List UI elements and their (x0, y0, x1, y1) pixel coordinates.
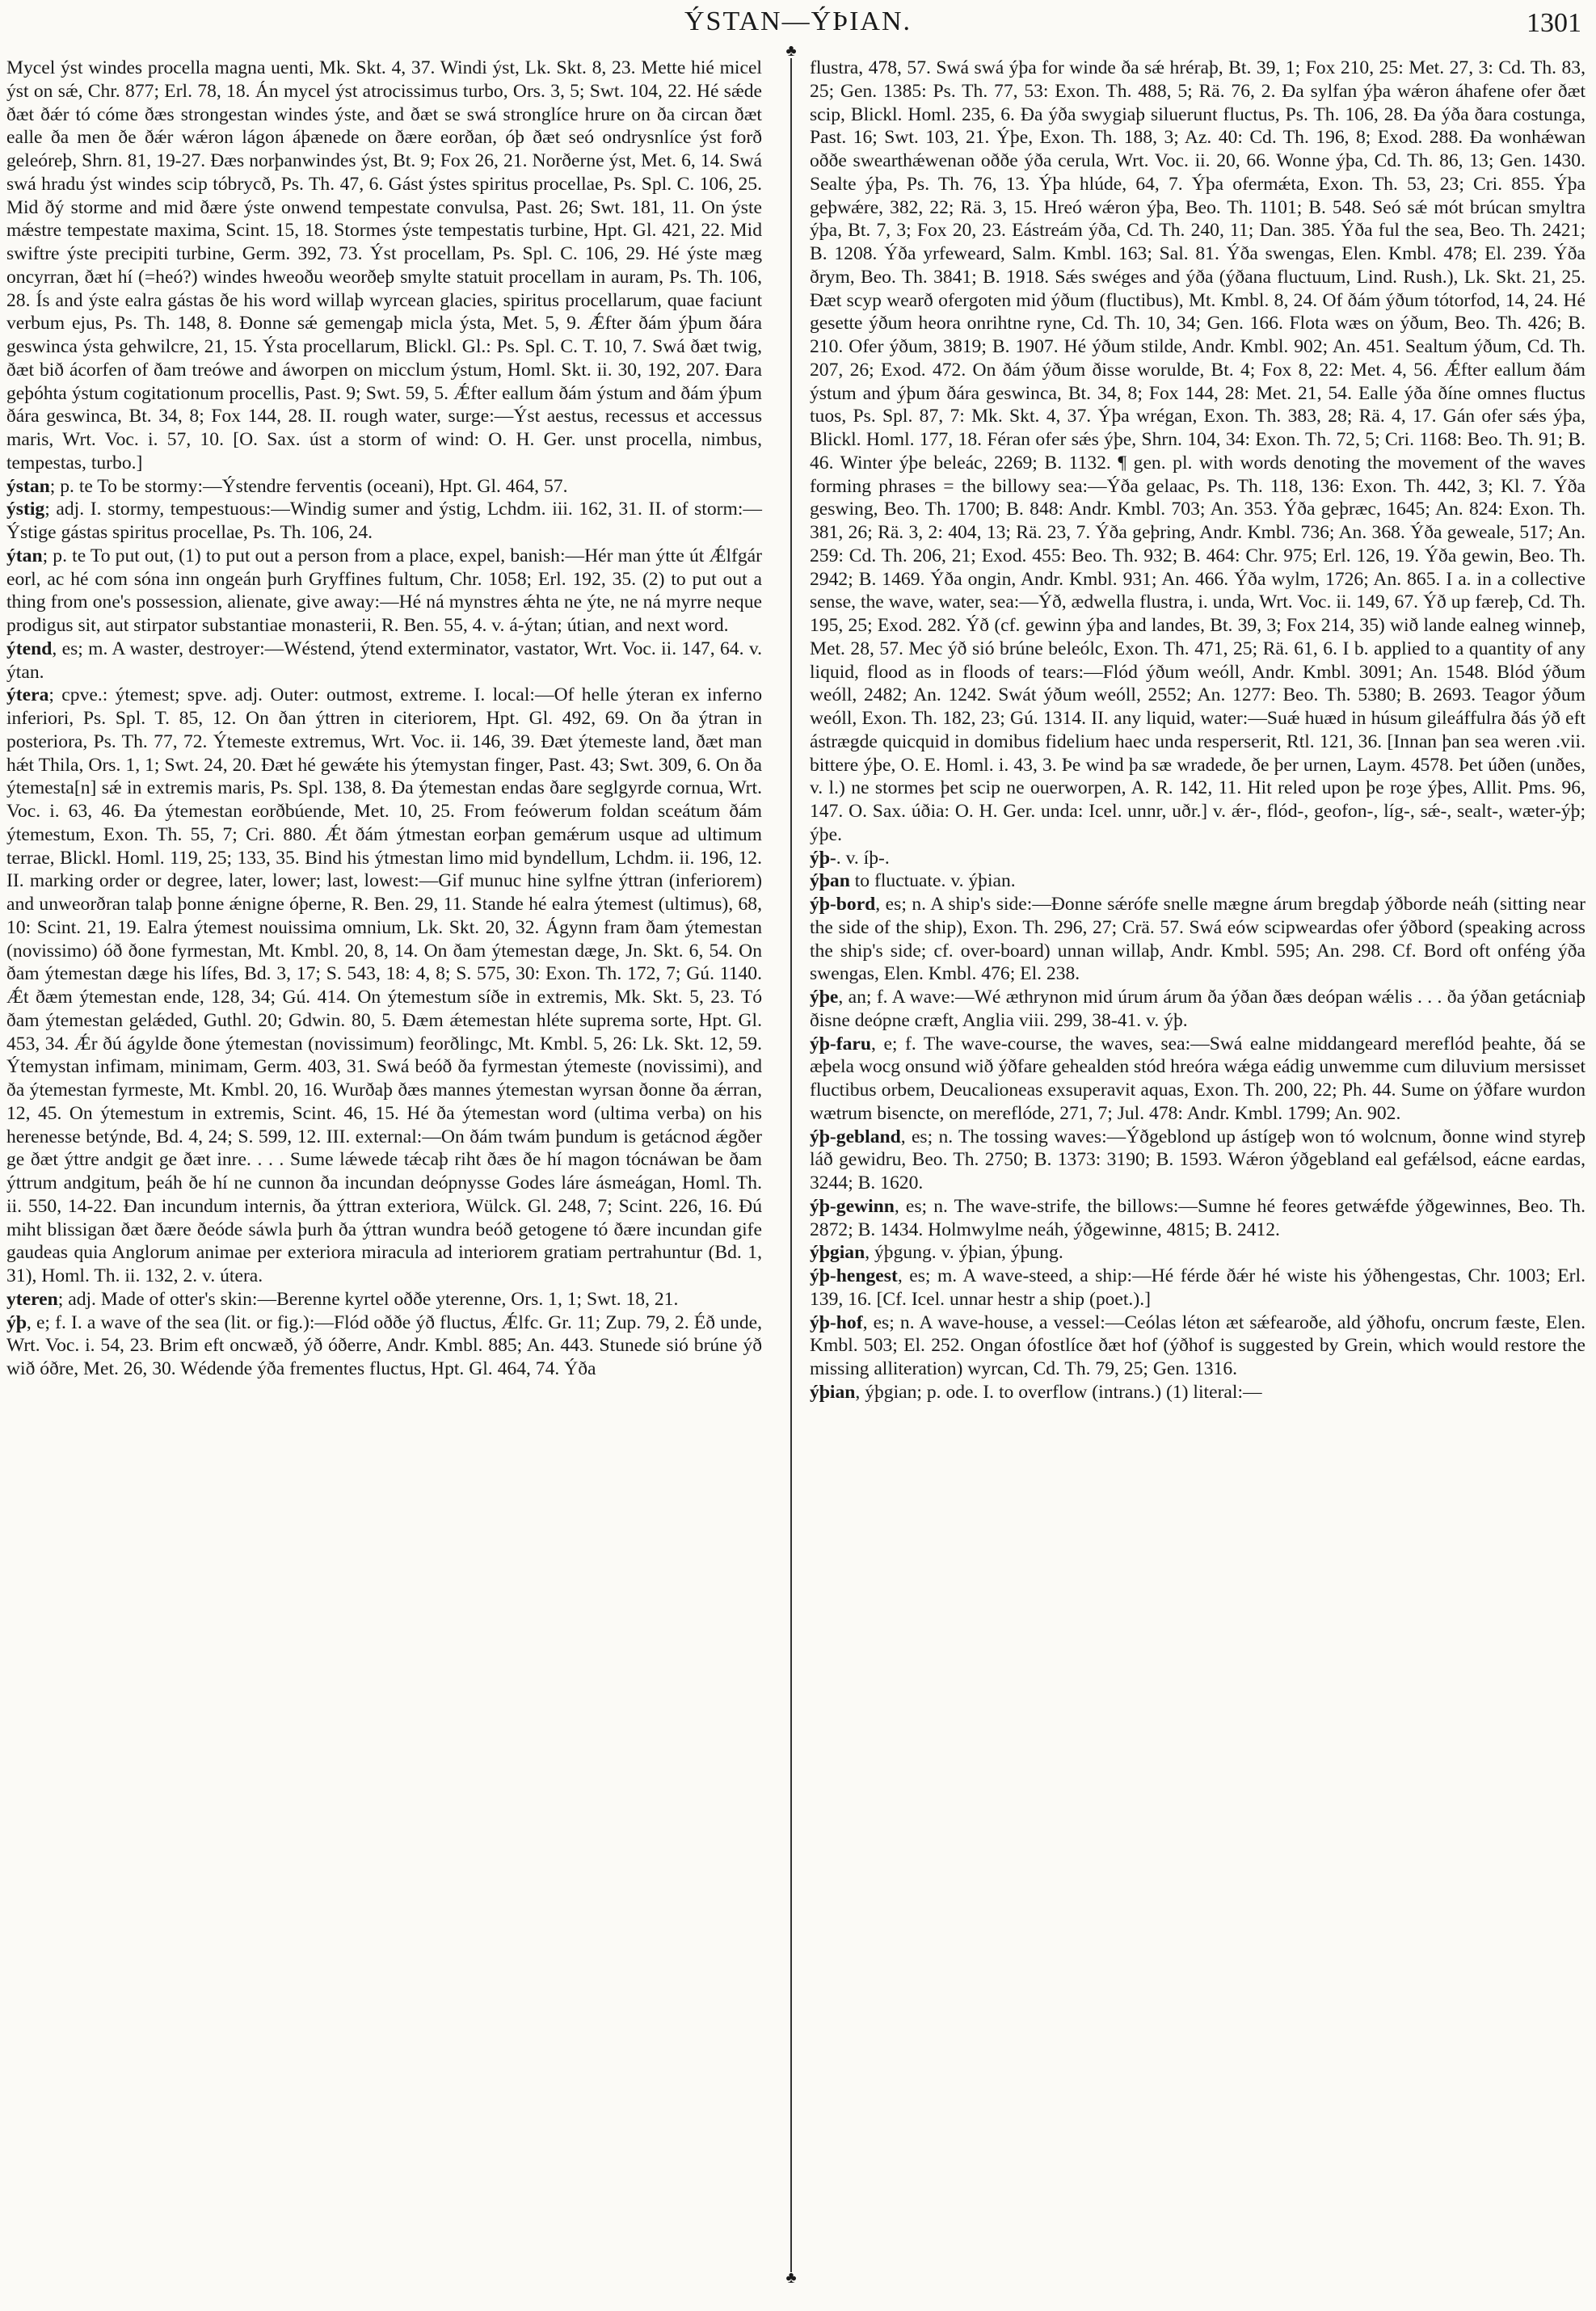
dictionary-entry (810, 1265, 1585, 1311)
entry-definition: ; adj. I. stormy, tempestuous:—Windig sumer and ýstig, Lchdm. iii. 162, 31. II. of storm:—Ýstige gástas spiritus procellae, Ps. Th. 106, 24. (6, 499, 762, 543)
dictionary-entry (810, 1195, 1585, 1242)
page-header (0, 6, 1596, 47)
entry-definition: , es; n. A ship's side:—Ðonne sǽrófe snelle mægne árum bregdaþ ýðborde neáh (sitting near the side of the ship), Exon. Th. 296, 27; Crä. 57. Swá eów scipweardas ofer ýðbord (speaking across the ship's side; cf. over-board) unnan willaþ, Andr. Kmbl. 595; An. 298. Cf. Bord oft onféng ýða swengas, Elen. Kmbl. 476; El. 238. (810, 894, 1585, 985)
ornament-bottom-icon: ♣ (785, 2269, 797, 2287)
entry-headword: ýþ-faru (810, 1033, 872, 1054)
entry-headword: ýtend (6, 638, 53, 659)
dictionary-entry (6, 638, 762, 684)
entry-definition: ; adj. Made of otter's skin:—Berenne kyrtel oððe yterenne, Ors. 1, 1; Swt. 18, 21. (57, 1288, 679, 1310)
dictionary-entry (6, 1288, 762, 1311)
entry-headword: ýþan (810, 870, 850, 892)
entry-headword: ýþe (810, 987, 839, 1008)
entry-definition: , es; n. The tossing waves:—Ýðgeblond up ástígeþ won tó wolcnum, ðonne wind styreþ láð gewidru, Beo. Th. 2750; B. 1373: 3190; B. 1593. Wǽron ýðgebland eal gefǽlsod, eácne eardas, 3244; B. 1620. (810, 1126, 1585, 1193)
dictionary-entry (810, 57, 1585, 847)
page-number: 1301 (1527, 8, 1581, 38)
entry-definition: flustra, 478, 57. Swá swá ýþa for winde ða sǽ hréraþ, Bt. 39, 1; Fox 210, 25: Met. 27, 3: Cd. Th. 83, 25; Gen. 1385: Ps. Th. 77, 53: Exon. Th. 488, 5; Rä. 76, 2. Ða sylfan ýþa wǽron áhafene ofer ðæt scip, Blickl. Homl. 235, 6. Ða ýða swygiaþ siluerunt fluctus, Ps. Th. 106, 28. Ða ýða ðara costunga, Past. 16; Swt. 103, 21. Ýþe, Exon. Th. 188, 3; Az. 40: Cd. Th. 196, 8; Exod. 288. Ða wonhǽwan oððe swearthǽwenan oððe ýða cerula, Wrt. Voc. ii. 20, 66. Wonne ýþa, Cd. Th. 86, 13; Gen. 1430. Sealte ýþa, Ps. Th. 76, 13. Ýþa hlúde, 64, 7. Ýþa ofermǽta, Exon. Th. 53, 23; Cri. 855. Ýþa geþwǽre, 382, 22; Rä. 3, 15. Hreó wǽron ýþa, Beo. Th. 1101; B. 548. Seó sǽ mót brúcan smyltra ýþa, Bt. 7, 3; Fox 20, 23. Eástreám ýða, Cd. Th. 240, 11; Dan. 385. Ýða ful the sea, Beo. Th. 2421; B. 1208. Ýða yrfeweard, Salm. Kmbl. 163; Sal. 81. Ýða swengas, Elen. Kmbl. 478; El. 239. Ýða ðrym, Beo. Th. 3841; B. 1918. Sǽs swéges and ýða (ýðana fluctuum, Lind. Rush.), Lk. Skt. 21, 25. Ðæt scyp wearð ofergoten mid ýðum (fluctibus), Mt. Kmbl. 8, 24. Of ðám ýðum tótorfod, 14, 24. Hé gesette ýðum heora onrihtne ryne, Cd. Th. 10, 34; Gen. 166. Flota wæs on ýðum, Beo. Th. 426; B. 210. Ofer ýðum, 3819; B. 1907. Hé ýðum stilde, Andr. Kmbl. 902; An. 451. Sealtum ýðum, Cd. Th. 207, 26; Exod. 472. On ðám ýðum ðisse worulde, Bt. 4; Fox 8, 22: Met. 4, 56. Ǽfter eallum ðám ýstum and ýþum ðára geswinca, Bt. 34, 8; Fox 144, 28: Met. 21, 54. Ealle ýða ðíne omnes fluctus tuos, Ps. Spl. 87, 7: Mk. Skt. 4, 37. Ýþa wrégan, Exon. Th. 383, 28; Rä. 4, 17. Gán ofer sǽs ýþa, Blickl. Homl. 177, 18. Féran ofer sǽs ýþe, Shrn. 104, 34: Exon. Th. 72, 5; Cri. 1168: Beo. Th. 91; B. 46. Winter ýþe beleác, 2269; B. 1132. ¶ gen. pl. with words denoting the movement of the waves forming phrases = the billowy sea:—Ýða gelaac, Ps. Th. 118, 136: Exon. Th. 442, 3; Kl. 7. Ýða geswing, Beo. Th. 1700; B. 848: Andr. Kmbl. 703; An. 353. Ýða geþræc, 1645; An. 824: Exon. Th. 381, 26; Rä. 3, 2: 404, 13; Rä. 23, 7. Ýða geþring, Andr. Kmbl. 736; An. 368. Ýða geweale, 517; An. 259: Cd. Th. 206, 21; Exod. 455: Beo. Th. 932; B. 464: Chr. 975; Erl. 126, 19. Ýða gewin, Beo. Th. 2942; B. 1469. Ýða ongin, Andr. Kmbl. 931; An. 466. Ýða wylm, 1726; An. 865. I a. in a collective sense, the wave, water, sea:—Ýð, ædwella flustra, i. unda, Wrt. Voc. ii. 149, 67. Ýð up færeþ, Cd. Th. 195, 25; Exod. 282. Ýð (cf. gewinn ýþa and landes, Bt. 39, 3; Fox 214, 35) wið lande ealneg winneþ, Met. 28, 57. Mec ýð sió brúne beleólc, Exon. Th. 471, 25; Rä. 61, 6. I b. applied to a quantity of any liquid, flood as in floods of tears:—Flód ýðum weóll, Andr. Kmbl. 3091; An. 1548. Blód ýðum weóll, 2482; An. 1242. Swát ýðum weóll, 2552; An. 1277: Beo. Th. 5380; B. 2693. Teagor ýðum weóll, Exon. Th. 182, 23; Gú. 1314. II. any liquid, water:—Suǽ huæd in húsum gileáffulra ðás ýð eft ástrægde quicquid in domibus fidelium haec unda resperserit, Rtl. 121, 36. [Innan þan sea weren .vii. bittere ýþe, O. E. Homl. i. 43, 3. Þe wind þa sæ wradede, ðe þer urnen, Laym. 4578. Þet úðen (unðes, v. l.) ne stormes þet scip ne ouerworpen, A. R. 142, 11. Hit reled upon þe roȝe ýþes, Allit. Pms. 96, 147. O. Sax. úðia: O. H. Ger. unda: Icel. unnr, uðr.] v. ǽr-, flód-, geofon-, líg-, sǽ-, sealt-, wæter-ýþ; ýþe. (810, 57, 1585, 845)
entry-headword: ýstig (6, 499, 45, 520)
dictionary-entry (810, 1381, 1585, 1404)
entry-headword: ýtera (6, 684, 49, 706)
entry-headword: ýþ-bord (810, 894, 876, 915)
dictionary-entry (6, 545, 762, 638)
dictionary-entry (6, 498, 762, 545)
left-column (6, 57, 762, 1381)
dictionary-entry (6, 475, 762, 499)
dictionary-entry (810, 986, 1585, 1033)
entry-definition: , es; m. A waster, destroyer:—Wéstend, ýtend exterminator, vastator, Wrt. Voc. ii. 147, 64. v. ýtan. (6, 638, 762, 683)
entry-headword: ýtan (6, 545, 43, 566)
entry-headword: ýþ-hof (810, 1311, 863, 1333)
entry-definition: , e; f. I. a wave of the sea (lit. or fig.):—Flód oððe ýð fluctus, Ǽlfc. Gr. 11; Zup. 79, 2. Éð unde, Wrt. Voc. i. 54, 23. Brim eft oncwæð, ýð óðerre, Andr. Kmbl. 885; An. 443. Stunede sió brúne ýð wið óðre, Met. 26, 30. Wédende ýða frementes fluctus, Hpt. Gl. 464, 74. Ýða (6, 1311, 762, 1379)
column-divider (790, 58, 792, 2272)
dictionary-entry (810, 869, 1585, 893)
entry-definition: , es; n. The wave-strife, the billows:—Sumne hé feores getwǽfde ýðgewinnes, Beo. Th. 2872; B. 1434. Holmwylme neáh, ýðgewinne, 4815; B. 2412. (810, 1195, 1585, 1240)
dictionary-entry (6, 1311, 762, 1381)
running-title: ÝSTAN—ÝÞIAN. (684, 6, 912, 36)
dictionary-entry (6, 684, 762, 1288)
entry-headword: ýþ-gewinn (810, 1195, 895, 1217)
entry-definition: to fluctuate. v. ýþian. (849, 870, 1016, 892)
ornament-top-icon: ♣ (785, 42, 797, 60)
entry-definition: ; p. te To be stormy:—Ýstendre ferventis (oceani), Hpt. Gl. 464, 57. (49, 475, 568, 497)
entry-definition: ; cpve.: ýtemest; spve. adj. Outer: outmost, extreme. I. local:—Of helle ýteran ex inferno inferiori, Ps. Spl. T. 85, 12. On ðan ýttren in citeriorem, Hpt. Gl. 492, 69. On ða ýtran in posteriora, Ps. Th. 77, 72. Ýtemeste extremus, Wrt. Voc. ii. 146, 39. Ðæt ýtemeste land, ðæt man hǽt Thila, Ors. 1, 1; Swt. 24, 20. Ðæt hé gewǽte his ýtemystan finger, Past. 43; Swt. 309, 6. On ða ýtemesta[n] sǽ in extremis maris, Ps. Spl. 138, 8. Ða ýtemestan endas ðare seglgyrde cornua, Wrt. Voc. i. 63, 46. Ða ýtemestan eorðbúende, Met. 10, 25. From feówerum foldan sceátum ðám ýtemestum, Exon. Th. 55, 7; Cri. 880. Ǽt ðám ýtmestan eorþan gemǽrum usque ad ultimum terrae, Blickl. Homl. 119, 25; 133, 35. Bind his ýtmestan limo mid byndellum, Lchdm. ii. 196, 12. II. marking order or degree, later, lower; last, lowest:—Gif munuc hine sylfne ýttran (inferiorem) and unweorðran talaþ þonne ǽnigne óþerne, R. Ben. 29, 11. Stande hé ealra ýtemest (ultimus), 68, 10: Scint. 21, 19. Ealra ýtemest nouissima omnium, Lk. Skt. 20, 32. Ágynn fram ðam ýtemestan (novissimo) óð ðone fyrmestan, Mt. Kmbl. 20, 8, 14. On ðam ýtemestan dæge, Jn. Skt. 6, 54. On ðam ýtemestan dæge his lífes, Bd. 3, 17; S. 543, 18: 4, 8; S. 575, 30: Exon. Th. 172, 7; Gú. 1140. Ǽt ðæm ýtemestan ende, 128, 34; Gú. 414. On ýtemestum síðe in extremis, Mk. Skt. 5, 23. Tó ðam ýtemestan gelǽded, Guthl. 20; Gdwin. 80, 5. Ðæm ǽtemestan hléte suprema sorte, Hpt. Gl. 453, 34. Ǽr ðú ágylde ðone ýtemestan (novissimum) feorðlingc, Mt. Kmbl. 5, 26: Lk. Skt. 12, 59. Ýtemystan infimam, minimam, Germ. 403, 31. Swá beóð ða fyrmestan ýtemeste (novissimi), and ða ýtemestan fyrmeste, Mt. Kmbl. 20, 16. Wurðaþ ðæs mannes ýtemestan wyrsan ðonne ða ǽrran, 12, 45. On ýtemestum in extremis, Scint. 46, 15. Hé ða ýtemestan word (ultima verba) on his herenesse betýnde, Bd. 4, 24; S. 599, 12. III. external:—On ðám twám þundum is getácnod ǽgðer ge ðæt ýttre andgit ge ðæt inre. . . . Sume lǽwede tǽcaþ riht ðæs ðe hí magon tócnáwan be ðam ýttrum andgitum, þeáh ðe hí ne cunnon ða incundan deópnysse Godes láre ásmeágan, Homl. Th. ii. 550, 14-22. Ðan incundum internis, ða ýttran exteriora, Wülck. Gl. 248, 7; Scint. 226, 16. Ðú miht blissigan ðæt ðære ðeóde sáwla þurh ða ýttran wundra beóð getogene tó ðære incundan gife gaudeas quia Anglorum animae per exteriora miracula ad interiorem gratiam pertrahuntur (Bd. 1, 31), Homl. Th. ii. 132, 2. v. útera. (6, 684, 762, 1286)
dictionary-entry (6, 57, 762, 475)
entry-headword: ýþ-hengest (810, 1265, 898, 1286)
entry-definition: . v. íþ-. (836, 847, 890, 869)
entry-definition: , ýþgian; p. ode. I. to overflow (intrans.) (1) literal:— (855, 1381, 1262, 1403)
entry-headword: ýþ- (810, 847, 836, 869)
entry-definition: , es; m. A wave-steed, a ship:—Hé férde ðǽr hé wiste his ýðhengestas, Chr. 1003; Erl. 139, 16. [Cf. Icel. unnar hestr a ship (poet.).] (810, 1265, 1585, 1310)
entry-definition: , es; n. A wave-house, a vessel:—Ceólas léton æt sǽfearoðe, ald ýðhofu, oncrum fæste, Elen. Kmbl. 503; El. 252. Ongan ófostlíce ðæt hof (ýðhof is suggested by Grein, which would restore the missing alliteration) wyrcan, Cd. Th. 79, 25; Gen. 1316. (810, 1311, 1585, 1379)
dictionary-entry (810, 1126, 1585, 1195)
entry-definition: ; p. te To put out, (1) to put out a person from a place, expel, banish:—Hér man ýtte út Ǽlfgár eorl, ac hé com sóna inn ongeán þurh Gryffines fultum, Chr. 1058; Erl. 192, 35. (2) to put out a thing from one's possession, alienate, give away:—Hé ná mynstres ǽhta ne ýte, ne ná myrre neque prodigus sit, aut stirpator substantiae monasterii, R. Ben. 55, 4. v. á-ýtan; útian, and next word. (6, 545, 762, 636)
entry-headword: ýþian (810, 1381, 856, 1403)
dictionary-entry (810, 1311, 1585, 1381)
dictionary-entry (810, 847, 1585, 870)
dictionary-entry (810, 1241, 1585, 1265)
entry-definition: , ýþgung. v. ýþian, ýþung. (865, 1242, 1063, 1264)
dictionary-entry (810, 893, 1585, 986)
entry-headword: ýstan (6, 475, 50, 497)
entry-headword: ýþ-gebland (810, 1126, 901, 1147)
entry-headword: ýþ (6, 1311, 27, 1333)
entry-definition: Mycel ýst windes procella magna uenti, Mk. Skt. 4, 37. Windi ýst, Lk. Skt. 8, 23. Mette hié micel ýst on sǽ, Chr. 877; Erl. 78, 18. Án mycel ýst atrocissimus turbo, Ors. 3, 5; Swt. 104, 22. Hé sǽde ðæt ðǽr tó cóme ðæs strongestan windes ýste, and ðæt se swá stronglíce hrure on ða circan ðæt ealle ða men ðe ðǽr wǽron lágon áþænede on ðære eorðan, óþ ðæt seó ondrysnlíce ýst forð geleóreþ, Shrn. 81, 19-27. Ðæs norþanwindes ýst, Bt. 9; Fox 26, 21. Norðerne ýst, Met. 6, 14. Swá swá hradu ýst windes scip tóbrycð, Ps. Th. 47, 6. Gást ýstes spiritus procellae, Ps. Spl. C. 106, 25. Mid ðý storme and mid ðære ýste onwend tempestate convulsa, Past. 26; Swt. 181, 11. On ýste mǽstre tempestate maxima, Scint. 15, 18. Stormes ýste tempestatis turbine, Hpt. Gl. 421, 22. Mid swiftre ýste precipiti turbine, Germ. 392, 73. Ýst procellam, Ps. Spl. C. 106, 29. Hé ýste mæg oncyrran, ðæt hí (=heó?) windes hweoðu weorðeþ smylte statuit procellam in auram, Ps. Th. 106, 28. Ís and ýste ealra gástas ðe his word willaþ wyrcean glacies, spiritus procellarum, quae faciunt verbum ejus, Ps. Th. 148, 8. Ðonne sǽ gemengaþ micla ýsta, Met. 5, 9. Ǽfter ðám ýþum ðára geswinca ýsta gehwilcre, 21, 15. Ýsta procellarum, Blickl. Gl.: Ps. Spl. C. T. 10, 7. Swá ðæt twig, ðæt bið ácorfen of ðam treówe and áworpen on micclum ýstum, Homl. Skt. ii. 30, 192, 207. Ðara geþóhta ýstum cogitationum procellis, Past. 9; Swt. 59, 5. Ǽfter eallum ðám ýstum and ðám ýþum ðára geswinca, Bt. 34, 8; Fox 144, 28. II. rough water, surge:—Ýst aestus, recessus et accessus maris, Wrt. Voc. i. 57, 10. [O. Sax. úst a storm of wind: O. H. Ger. unst procella, nimbus, tempestas, turbo.] (6, 57, 762, 474)
entry-definition: , e; f. The wave-course, the waves, sea:—Swá ealne middangeard mereflód þeahte, ðá se æþela wocg onsund wið ýðfare gehealden stód hreóra wǽga eádig unwemme cum diluvium mersisset fluctibus orbem, Deucalioneas exsuperavit aquas, Exon. Th. 200, 22; Ph. 44. Sume on ýðfare wurdon wætrum bisencte, on mereflóde, 271, 7; Jul. 478: Andr. Kmbl. 1799; An. 902. (810, 1033, 1585, 1124)
dictionary-entry (810, 1033, 1585, 1126)
entry-headword: yteren (6, 1288, 58, 1310)
right-column (810, 57, 1585, 1404)
entry-headword: ýþgian (810, 1242, 865, 1264)
entry-definition: , an; f. A wave:—Wé æthrynon mid úrum árum ða ýðan ðæs deópan wǽlis . . . ða ýðan getácniaþ ðisne deópne cræft, Anglia viii. 299, 38-41. v. ýþ. (810, 987, 1585, 1031)
